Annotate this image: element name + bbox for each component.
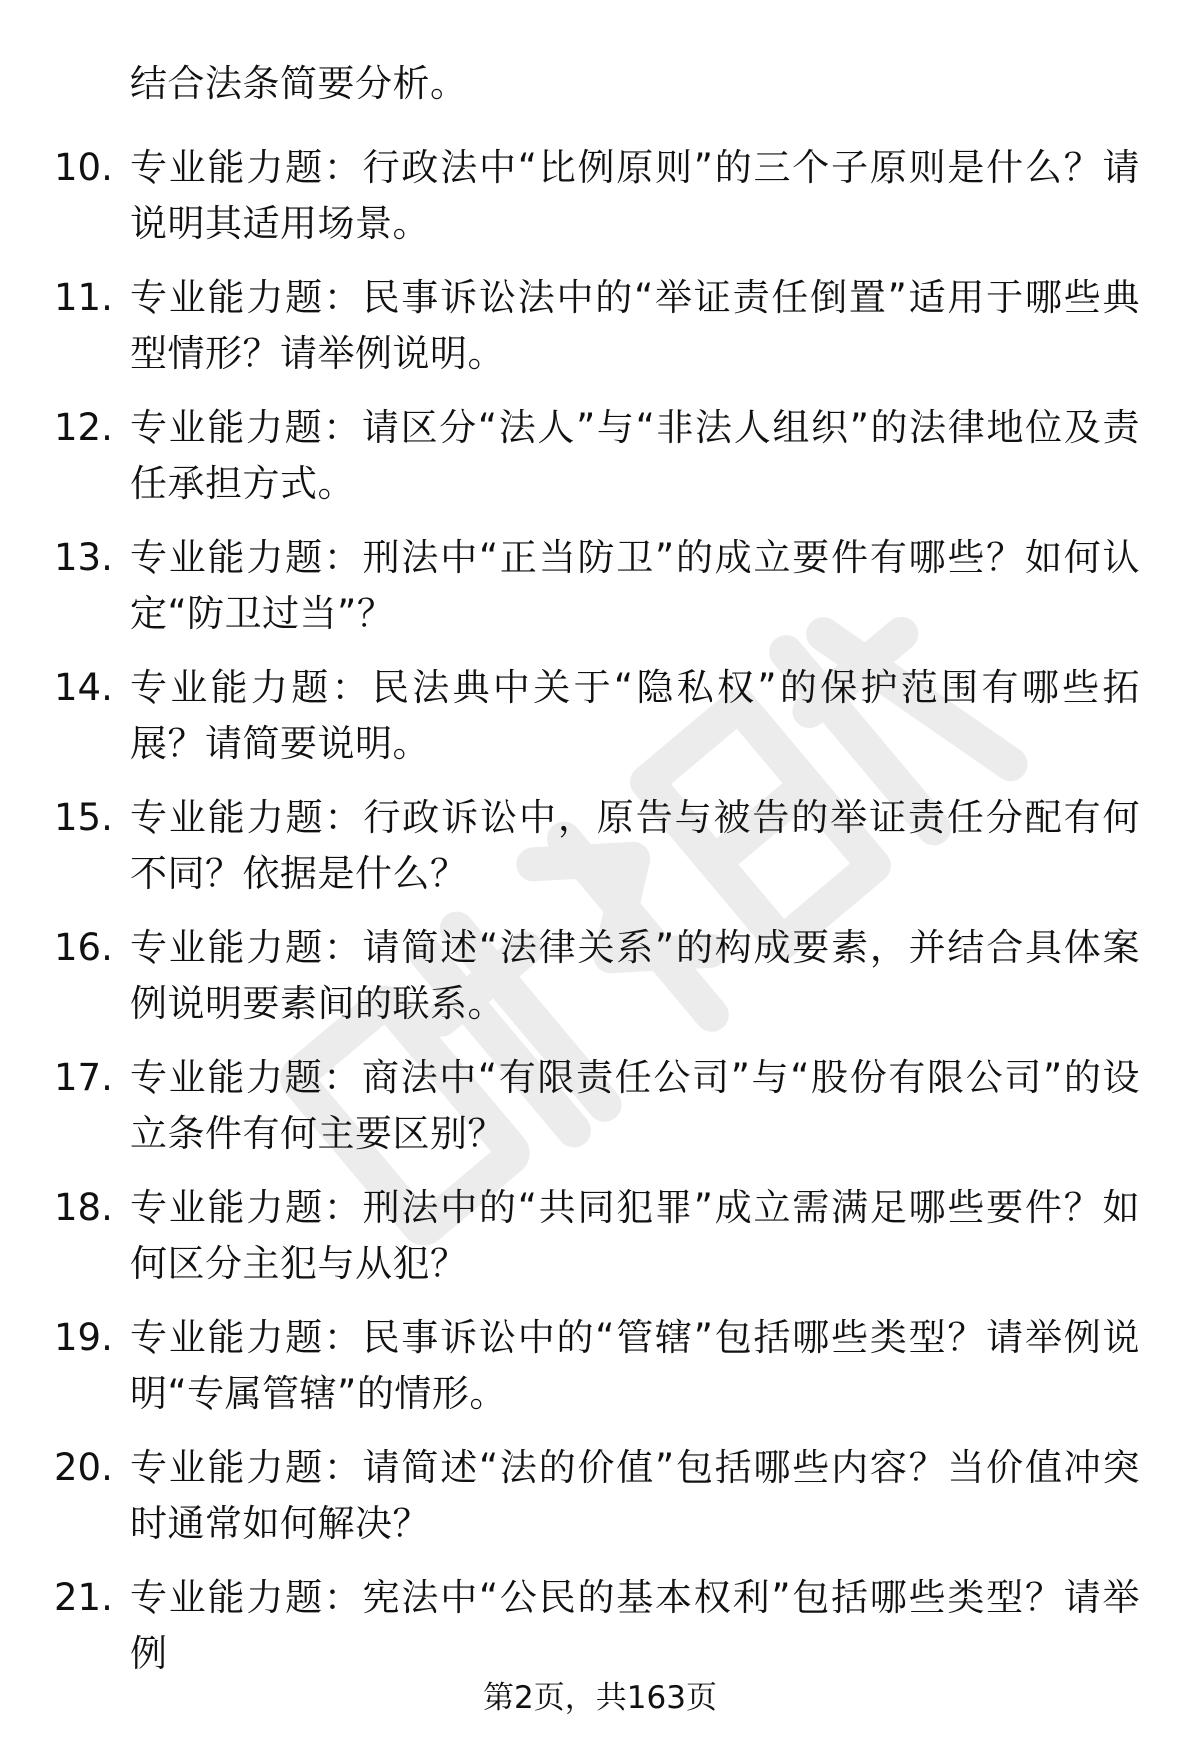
question-item xyxy=(0,1440,1200,1570)
question-list xyxy=(0,140,1200,1700)
question-number: 15. xyxy=(54,796,113,839)
question-item xyxy=(0,530,1200,660)
question-number: 17. xyxy=(54,1056,113,1099)
continuation-text: 结合法条简要分析。 xyxy=(130,62,468,105)
question-text: 专业能力题：请区分“法人”与“非法人组织”的法律地位及责任承担方式。 xyxy=(130,406,1140,505)
question-item xyxy=(0,140,1200,270)
question-item xyxy=(0,790,1200,920)
question-number: 20. xyxy=(54,1446,113,1489)
question-number: 13. xyxy=(54,536,113,579)
question-text: 专业能力题：民法典中关于“隐私权”的保护范围有哪些拓展？请简要说明。 xyxy=(130,666,1140,765)
question-text: 专业能力题：行政法中“比例原则”的三个子原则是什么？请说明其适用场景。 xyxy=(130,146,1140,245)
question-number: 19. xyxy=(54,1316,113,1359)
question-item xyxy=(0,1310,1200,1440)
question-text: 专业能力题：请简述“法的价值”包括哪些内容？当价值冲突时通常如何解决？ xyxy=(130,1446,1140,1545)
question-number: 11. xyxy=(54,276,113,319)
question-item xyxy=(0,660,1200,790)
question-text: 专业能力题：民事诉讼法中的“举证责任倒置”适用于哪些典型情形？请举例说明。 xyxy=(130,276,1140,375)
question-number: 10. xyxy=(54,146,113,189)
question-number: 14. xyxy=(54,666,113,709)
question-text: 专业能力题：宪法中“公民的基本权利”包括哪些类型？请举例 xyxy=(130,1576,1140,1675)
question-text: 专业能力题：请简述“法律关系”的构成要素，并结合具体案例说明要素间的联系。 xyxy=(130,926,1140,1025)
question-text: 专业能力题：商法中“有限责任公司”与“股份有限公司”的设立条件有何主要区别？ xyxy=(130,1056,1140,1155)
question-number: 12. xyxy=(54,406,113,449)
question-number: 21. xyxy=(54,1576,113,1619)
question-item xyxy=(0,400,1200,530)
question-number: 18. xyxy=(54,1186,113,1229)
question-item xyxy=(0,920,1200,1050)
question-text: 专业能力题：行政诉讼中，原告与被告的举证责任分配有何不同？依据是什么？ xyxy=(130,796,1140,895)
page-footer: 第2页，共163页 xyxy=(483,1680,717,1716)
question-text: 专业能力题：民事诉讼中的“管辖”包括哪些类型？请举例说明“专属管辖”的情形。 xyxy=(130,1316,1140,1415)
question-number: 16. xyxy=(54,926,113,969)
question-item xyxy=(0,1180,1200,1310)
question-text: 专业能力题：刑法中“正当防卫”的成立要件有哪些？如何认定“防卫过当”？ xyxy=(130,536,1140,635)
question-text: 专业能力题：刑法中的“共同犯罪”成立需满足哪些要件？如何区分主犯与从犯？ xyxy=(130,1186,1140,1285)
question-item xyxy=(0,270,1200,400)
question-item xyxy=(0,1050,1200,1180)
